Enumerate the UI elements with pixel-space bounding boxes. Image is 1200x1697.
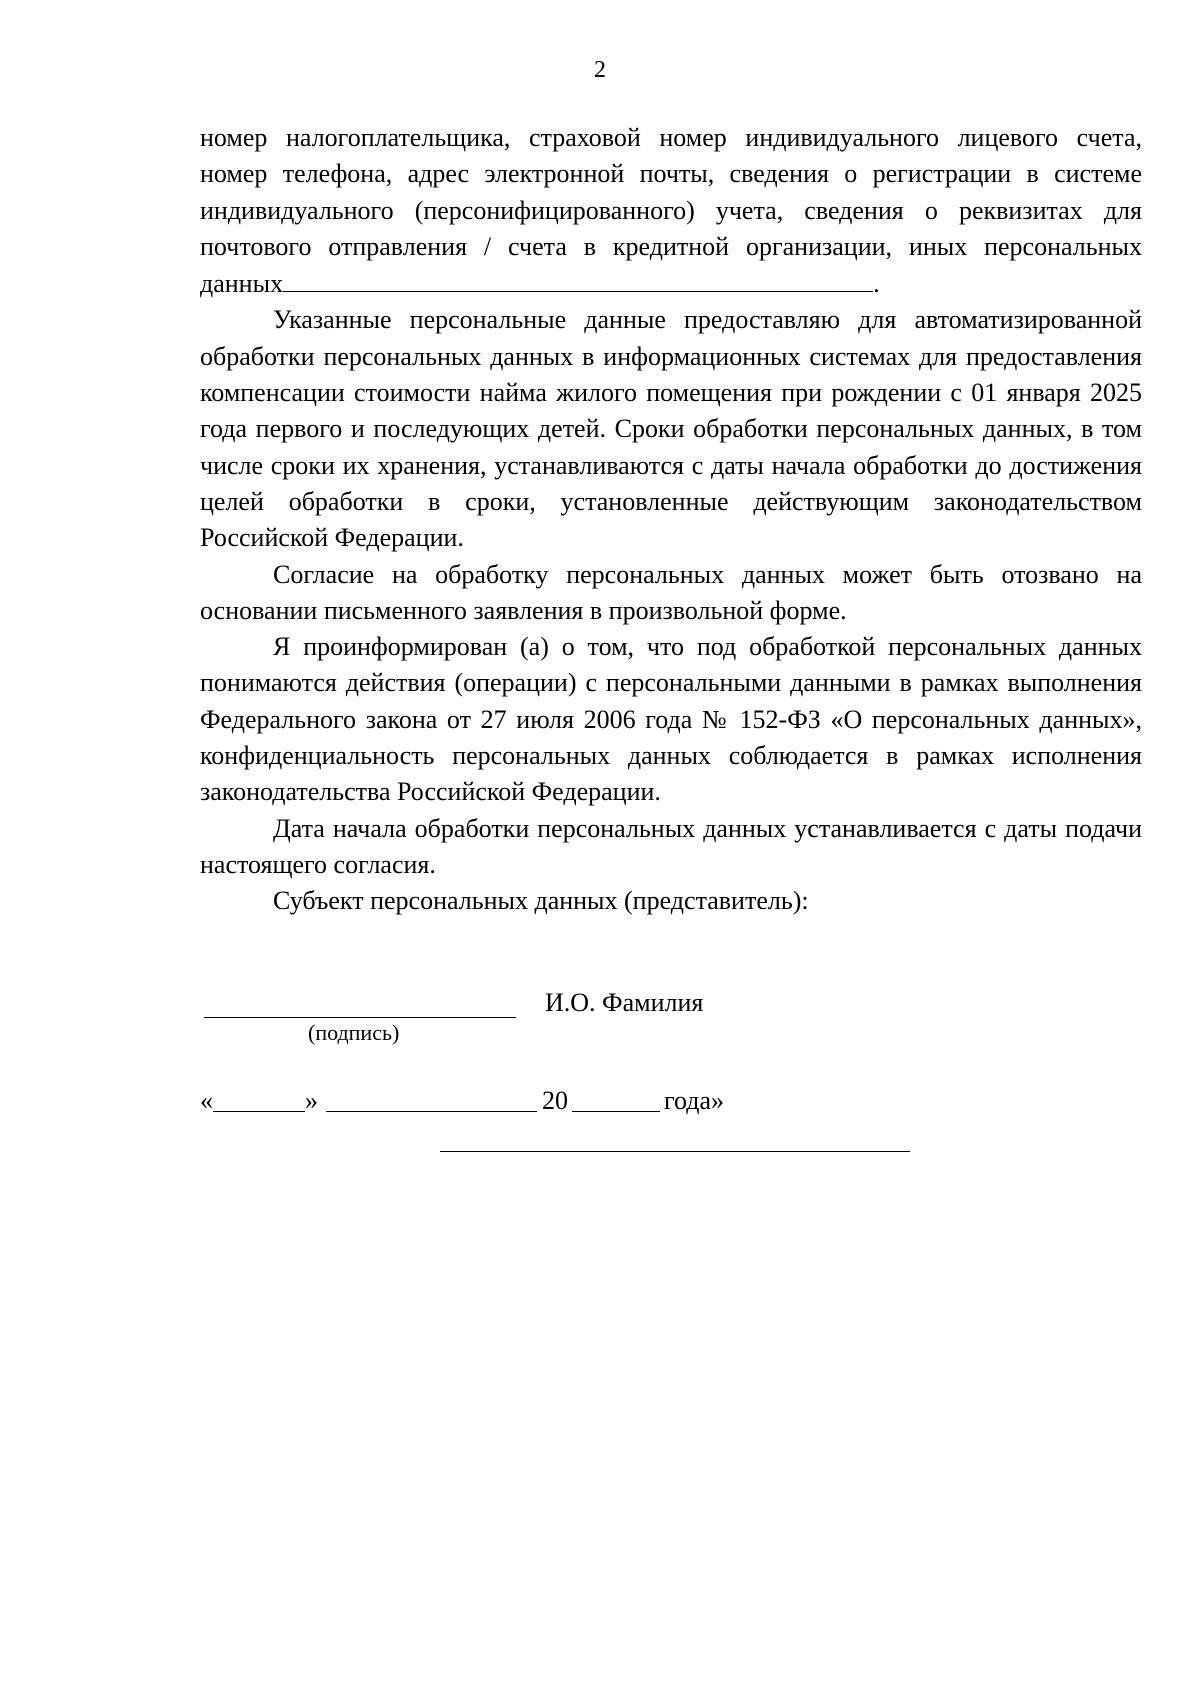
- date-close-quote: »: [305, 1086, 318, 1115]
- bottom-separator-line: [440, 1151, 910, 1152]
- document-body: [200, 120, 1142, 920]
- signature-line[interactable]: [204, 1017, 516, 1018]
- paragraph-informed-statement: Я проинформирован (а) о том, что под обработкой персональных данных понимаются действия (операции) с персональными данными в рамках выполнения Федерального закона от 27 июля 2006 года № 152-ФЗ «О персональных данных», конфиденциальность персональных данных соблюдается в рамках исполнения законодательства Российской Федерации.: [200, 632, 1142, 807]
- paragraph-consent-revocation: Согласие на обработку персональных данных может быть отозвано на основании письменного заявления в произвольной форме.: [200, 559, 1142, 625]
- date-line: [200, 1083, 1142, 1123]
- page-number: 2: [594, 57, 606, 83]
- signature-caption: (подпись): [308, 1020, 400, 1045]
- other-data-fill-line[interactable]: [283, 265, 873, 292]
- year-fill-line[interactable]: [572, 1111, 660, 1112]
- date-suffix: года»: [664, 1086, 725, 1115]
- month-fill-line[interactable]: [326, 1111, 537, 1112]
- paragraph-processing-purpose: Указанные персональные данные предоставляю для автоматизированной обработки персональных данных в информационных системах для предоставления компенсации стоимости найма жилого помещения при рождении с 01 января 2025 года первого и последующих детей. Сроки обработки персональных данных, в том числе сроки их хранения, устанавливаются с даты начала обработки до достижения целей обработки в сроки, установленные действующим законодательством Российской Федерации.: [200, 305, 1142, 553]
- paragraph-text: номер налогоплательщика, страховой номер индивидуального лицевого счета, номер телефона, адрес электронной почты, сведения о регистрации в системе индивидуального (персонифицированного) учета, сведения о реквизитах для почтового отправления / счета в кредитной организации, иных персональных данных: [200, 123, 1142, 299]
- signature-block: [200, 985, 1142, 1045]
- paragraph-start-date: Дата начала обработки персональных данных устанавливается с даты подачи настоящего согласия.: [200, 813, 1142, 879]
- signer-name: И.О. Фамилия: [545, 988, 704, 1017]
- day-fill-line[interactable]: [213, 1111, 305, 1112]
- paragraph-personal-data-list: [200, 120, 1142, 302]
- paragraph-subject-label: Субъект персональных данных (представитель):: [273, 886, 809, 916]
- paragraph-end: .: [873, 269, 880, 299]
- date-open-quote: «: [200, 1086, 213, 1115]
- date-century: 20: [542, 1086, 568, 1115]
